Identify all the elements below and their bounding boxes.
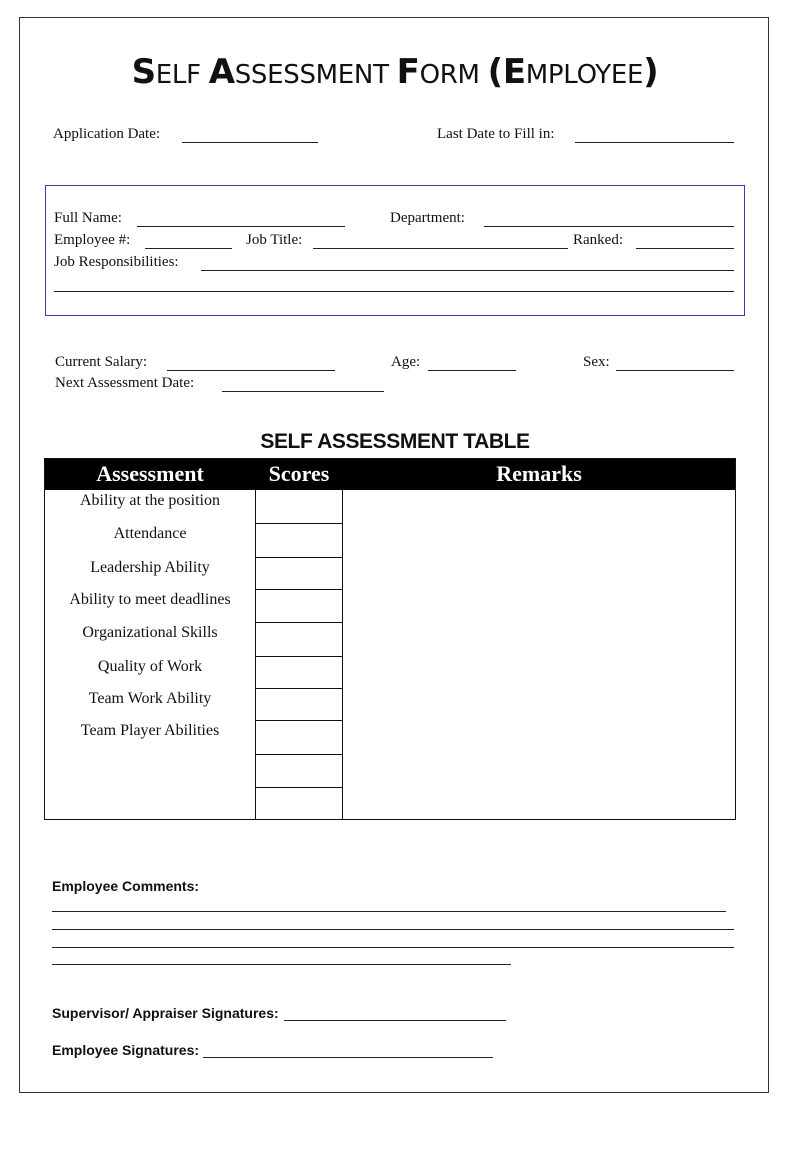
sex-label: Sex: [583,354,610,370]
employee-comments-label: Employee Comments: [52,878,200,894]
employee-signature-field[interactable] [203,1057,493,1058]
comments-line[interactable] [52,929,734,930]
job-responsibilities-field[interactable] [201,270,734,271]
full-name-field[interactable] [137,226,345,227]
job-title-label: Job Title: [246,232,303,248]
form-page [19,17,769,1093]
score-cell-line [256,622,343,623]
supervisor-signature-field[interactable] [284,1020,506,1021]
application-date-field[interactable] [182,142,318,143]
assessment-item: Ability at the position [80,492,220,509]
comments-line[interactable] [52,964,511,965]
job-responsibilities-label: Job Responsibilities: [54,254,179,270]
assessment-table-header [45,459,735,490]
comments-line[interactable] [52,947,734,948]
full-name-label: Full Name: [54,210,122,226]
assessment-table-title: SELF ASSESSMENT TABLE [260,430,530,453]
header-remarks: Remarks [496,461,582,486]
assessment-item: Quality of Work [97,658,203,675]
next-assessment-date-field[interactable] [222,391,384,392]
score-cell-line [256,688,343,689]
employee-number-field[interactable] [145,248,232,249]
score-cell-line [256,787,343,788]
job-title-field[interactable] [313,248,568,249]
assessment-item: Leadership Ability [90,559,210,576]
score-cell-line [256,557,343,558]
current-salary-field[interactable] [167,370,335,371]
last-date-field[interactable] [575,142,734,143]
assessment-item: Organizational Skills [82,624,218,641]
department-label: Department: [390,210,465,226]
header-scores: Scores [268,461,330,486]
application-date-label: Application Date: [53,126,161,142]
current-salary-label: Current Salary: [55,354,148,370]
employee-signature-label: Employee Signatures: [52,1042,200,1058]
header-assessment: Assessment [96,461,204,486]
job-responsibilities-field-2[interactable] [54,291,734,292]
department-field[interactable] [484,226,734,227]
assessment-table [44,458,736,820]
age-label: Age: [391,354,421,370]
supervisor-signature-label: Supervisor/ Appraiser Signatures: [52,1005,279,1021]
ranked-label: Ranked: [573,232,623,248]
employee-info-box [45,185,745,316]
age-field[interactable] [428,370,516,371]
score-cell-line [256,720,343,721]
form-title: SELF ASSESSMENT FORM (EMPLOYEE) [131,52,659,92]
score-cell-line [256,589,343,590]
sex-field[interactable] [616,370,734,371]
assessment-item: Team Work Ability [88,690,212,707]
assessment-item: Ability to meet deadlines [69,591,231,608]
score-cell-line [256,656,343,657]
column-divider [342,490,343,819]
score-cell-line [256,754,343,755]
score-cell-line [256,523,343,524]
comments-line[interactable] [52,911,726,912]
assessment-item: Team Player Abilities [80,722,220,739]
assessment-item: Attendance [113,525,187,542]
column-divider [255,490,256,819]
employee-number-label: Employee #: [54,232,131,248]
next-assessment-date-label: Next Assessment Date: [55,375,195,391]
last-date-label: Last Date to Fill in: [437,126,555,142]
ranked-field[interactable] [636,248,734,249]
